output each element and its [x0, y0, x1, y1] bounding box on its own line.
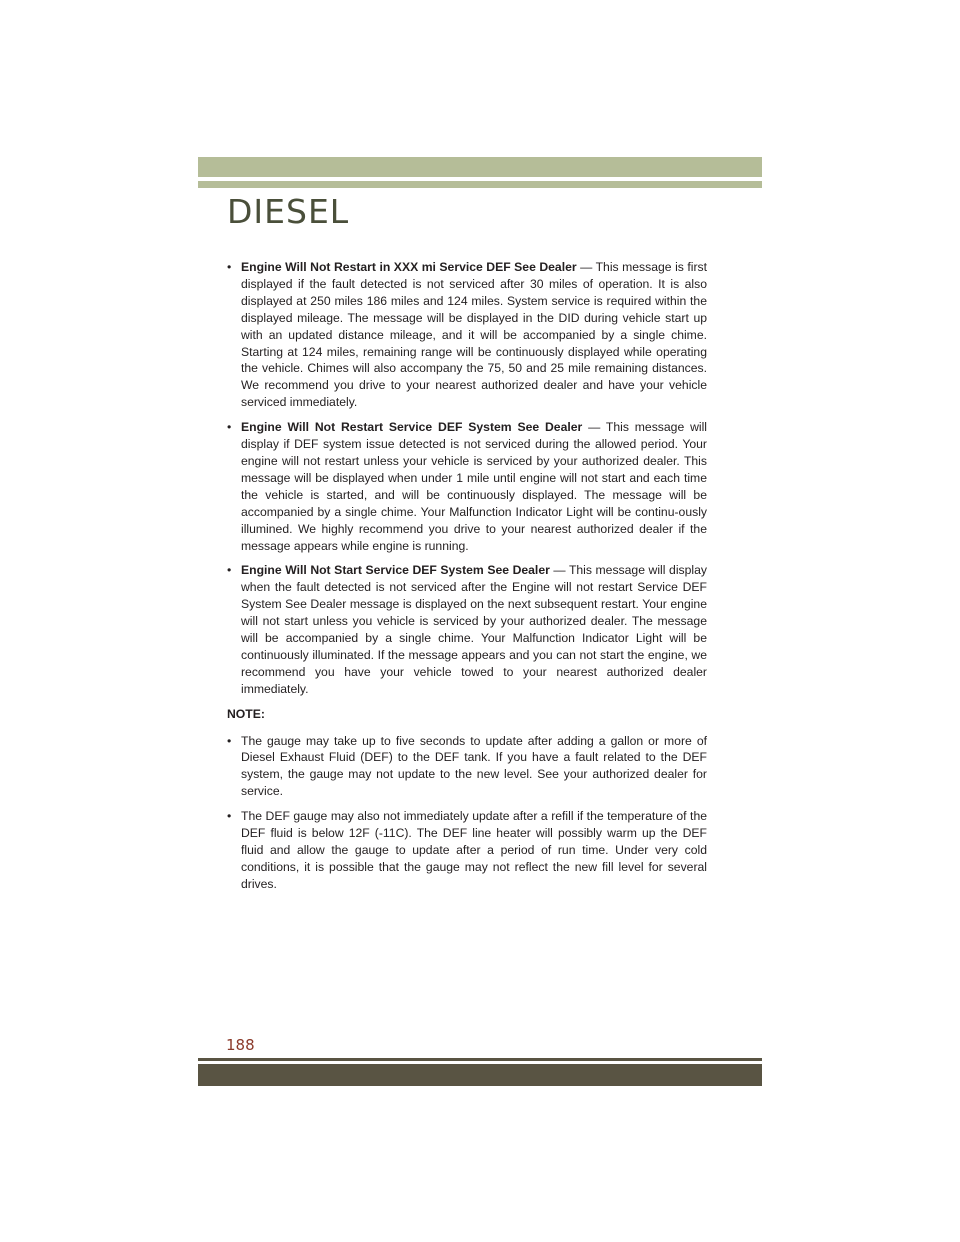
message-description: — This message will display when the fault detected is not serviced after the Engine will not restart Service DEF System See Dealer message is displayed on the next subsequent restart. Your engine will not start unless you vehicle is serviced by your authorized dealer. The message will be accompanied by a single chime. Your Malfunction Indicator Light will be continuously illuminated. If the message appears and you can not start the engine, we recommend you have your vehicle towed to your nearest authorized dealer immediately.	[241, 563, 707, 696]
message-title: Engine Will Not Restart in XXX mi Service DEF See Dealer	[241, 260, 577, 274]
note-item	[227, 733, 707, 801]
note-item	[227, 808, 707, 893]
message-title: Engine Will Not Restart Service DEF System See Dealer	[241, 420, 583, 435]
header-bar	[198, 157, 762, 177]
note-text: The DEF gauge may also not immediately update after a refill if the temperature of the DEF fluid is below 12F (-11C). The DEF line heater will possibly warm up the DEF fluid and allow the gauge to update after a period of run time. Under very cold conditions, it is possible that the gauge may not reflect the new fill level for several drives.	[241, 809, 707, 891]
footer-bar	[198, 1064, 762, 1086]
note-text: The gauge may take up to five seconds to update after adding a gallon or more of Diesel Exhaust Fluid (DEF) to the DEF tank. If you have a fault related to the DEF system, the gauge may not update to the new level. See your authorized dealer for service.	[241, 733, 707, 799]
list-item	[227, 562, 707, 697]
page-number: 188	[226, 1036, 255, 1054]
header-rule	[198, 181, 762, 188]
list-item	[227, 259, 707, 411]
message-title: Engine Will Not Start Service DEF System See Dealer	[241, 563, 550, 578]
note-label: NOTE:	[227, 706, 265, 721]
bullet-dot: •	[227, 563, 232, 578]
page-content	[227, 259, 707, 901]
bullet-dot: •	[227, 420, 232, 435]
bullet-dot: •	[227, 733, 232, 748]
section-title: DIESEL	[227, 192, 350, 231]
bullet-dot: •	[227, 260, 232, 274]
bullet-dot: •	[227, 809, 232, 824]
list-item	[227, 419, 707, 554]
message-description: — This message will display if DEF system issue detected is not serviced during the allowed period. Your engine will not restart unless your vehicle is serviced by your authorized dealer. This message will be displayed when under 1 mile until engine will not start and each time the vehicle is started, and will be continuously displayed. The message will be accompanied by a single chime. Your Malfunction Indicator Light will be continu-ously illumined. We highly recommend you drive to your nearest authorized dealer if the message appears while engine is running.	[241, 420, 707, 553]
footer-rule	[198, 1058, 762, 1061]
message-description: — This message is first displayed if the fault detected is not serviced after 30 miles of operation. It is also displayed at 250 miles 186 miles and 124 miles. System service is required within the displayed mileage. The message will be displayed in the DID during vehicle start up with an updated distance mileage, and it will be accompanied by a single chime. Starting at 124 miles, remaining range will be continuously displayed while operating the vehicle. Chimes will also accompany the 75, 50 and 25 mile remaining distances. We recommend you drive to your nearest authorized dealer and have your vehicle serviced immediately.	[241, 260, 708, 410]
